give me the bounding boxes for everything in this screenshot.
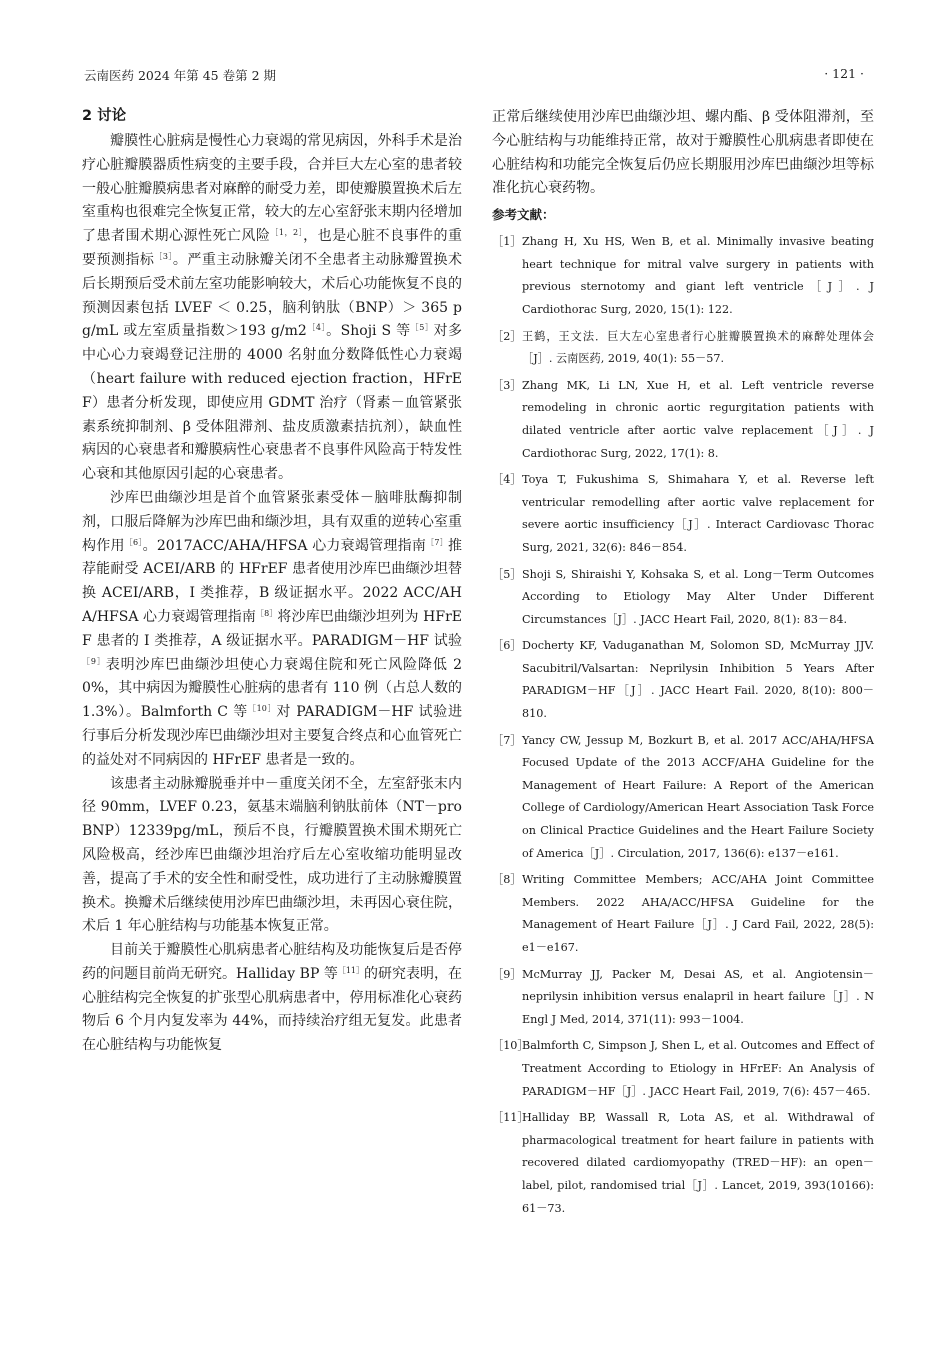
body-paragraph xyxy=(82,487,462,773)
citation-superscript: ［4］ xyxy=(306,323,327,333)
reference-text: Halliday BP, Wassall R, Lota AS, et al. Withdrawal of pharmacological treatment for heart failure in patients with recovered dilated cardiomyopathy (TRED－HF): an open－label, pilot, randomised trial［J］. Lancet, 2019, 393(10166): 61－73. xyxy=(522,1111,874,1215)
page-number: · 121 · xyxy=(824,66,864,81)
reference-text: Writing Committee Members; ACC/AHA Joint Committee Members. 2022 AHA/ACC/HFSA Guideline for the Management of Heart Failure［J］. J Card Fail, 2022, 28(5): e1－e167. xyxy=(522,873,874,954)
reference-text: McMurray JJ, Packer M, Desai AS, et al. Angiotensin－neprilysin inhibition versus enalapril in heart failure［J］. N Engl J Med, 2014, 371(11): 993－1004. xyxy=(522,967,874,1026)
paragraph-text: 。严重主动脉瓣关闭不全患者主动脉瓣置换术后长期预后受术前左室功能影响较大，术后心功能恢复不良的预测因素包括 LVEF ＜ 0.25，脑利钠肽（BNP）＞ 365 pg/mL 或左室质量指数＞193 g/m2 xyxy=(82,251,463,340)
reference-text: 王鹤，王文法．巨大左心室患者行心脏瓣膜置换术的麻醉处理体会［J］. 云南医药, 2019, 40(1): 55－57. xyxy=(522,329,874,366)
references-title: 参考文献： xyxy=(492,207,555,223)
reference-text: Yancy CW, Jessup M, Bozkurt B, et al. 2017 ACC/AHA/HFSA Focused Update of the 2013 ACCF/AHA Guideline for the Management of Heart Failure: A Report of the American College of Cardiology/American Heart Association Task Force on Clinical Practice Guidelines and the Heart Failure Society of America［J］. Circulation, 2017, 136(6): e137－e161. xyxy=(522,733,874,860)
reference-number: ［10］ xyxy=(492,1039,529,1053)
paragraph-text: 。2017ACC/AHA/HFSA 心力衰竭管理指南 xyxy=(142,537,427,554)
reference-text: Toya T, Fukushima S, Shimahara Y, et al. Reverse left ventricular remodelling after aortic valve replacement for severe aortic insufficiency［J］. Interact Cardiovasc Thorac Surg, 2021, 32(6): 846－854. xyxy=(522,473,874,554)
journal-title: 云南医药 2024 年第 45 卷第 2 期 xyxy=(84,68,277,83)
reference-number: ［7］ xyxy=(492,733,522,747)
reference-item xyxy=(492,964,874,1032)
reference-number: ［8］ xyxy=(492,873,522,887)
citation-superscript: ［7］ xyxy=(426,537,449,547)
reference-number: ［3］ xyxy=(492,378,522,392)
citation-superscript: ［8］ xyxy=(255,608,278,618)
citation-superscript: ［10］ xyxy=(247,704,277,714)
body-paragraph xyxy=(82,939,462,1058)
citation-superscript: ［1，2］ xyxy=(270,228,304,238)
reference-item xyxy=(492,1035,874,1103)
paragraph-text: 的研究表明，在心脏结构完全恢复的扩张型心肌病患者中，停用标准化心衰药物后 6 个月内复发率为 44%，而持续治疗组无复发。此患者在心脏结构与功能恢复 xyxy=(82,965,463,1054)
paragraph-text: 对多中心心力衰竭登记注册的 4000 名射血分数降低性心力衰竭（heart failure with reduced ejection fraction，HFrEF）患者分析发现，即使应用 GDMT 治疗（肾素－血管紧张素系统抑制剂、β 受体阻滞剂、盐皮质激素拮抗剂），缺血性病因的心衰患者和瓣膜病性心衰患者不良事件风险高于特发性心衰和其他原因引起的心衰患者。 xyxy=(82,323,462,483)
left-column xyxy=(82,106,462,1058)
reference-number: ［9］ xyxy=(492,967,522,981)
reference-number: ［11］ xyxy=(492,1111,529,1125)
paragraph-text: 该患者主动脉瓣脱垂并中－重度关闭不全，左室舒张末内径 90mm，LVEF 0.23，氨基末端脑利钠肽前体（NT－proBNP）12339pg/mL，预后不良，行瓣膜置换术围术期死亡风险极高，经沙库巴曲缬沙坦治疗后左心室收缩功能明显改善，提高了手术的安全性和耐受性，成功进行了主动脉瓣膜置换术。换瓣术后继续使用沙库巴曲缬沙坦，未再因心衰住院，术后 1 年心脏结构与功能基本恢复正常。 xyxy=(82,775,462,935)
reference-item xyxy=(492,1107,874,1220)
reference-number: ［5］ xyxy=(492,567,522,581)
paragraph-text: 将沙库巴曲缬沙坦列为 HFrEF 患者的 I 类推荐，A 级证据水平。PARADIGM－HF 试验 xyxy=(82,608,462,649)
discussion-body xyxy=(82,130,462,1058)
reference-number: ［1］ xyxy=(492,235,522,249)
continued-paragraph: 正常后继续使用沙库巴曲缬沙坦、螺内酯、β 受体阻滞剂，至今心脏结构与功能维持正常，故对于瓣膜性心肌病患者即使在心脏结构和功能完全恢复后仍应长期服用沙库巴曲缬沙坦等标准化抗心衰药物。 xyxy=(492,109,874,197)
paragraph-text: 。Shoji S 等 xyxy=(326,323,411,340)
reference-item xyxy=(492,375,874,465)
paragraph-text: 推荐能耐受 ACEI/ARB 的 HFrEF 患者使用沙库巴曲缬沙坦替换 ACEI/ARB，I 类推荐，B 级证据水平。2022 ACC/AHA/HFSA 心力衰竭管理指南 xyxy=(82,537,463,625)
citation-superscript: ［5］ xyxy=(410,323,434,333)
reference-item xyxy=(492,326,874,371)
reference-number: ［6］ xyxy=(492,639,522,653)
body-paragraph xyxy=(82,130,462,487)
paragraph-text: 沙库巴曲缬沙坦是首个血管紧张素受体－脑啡肽酶抑制剂，口服后降解为沙库巴曲和缬沙坦，具有双重的逆转心室重构作用 xyxy=(82,489,462,554)
reference-text: Zhang MK, Li LN, Xue H, et al. Left ventricle reverse remodeling in chronic aortic regurgitation patients with dilated ventricle after aortic valve replacement［J］. J Cardiothorac Surg, 2022, 17(1): 8. xyxy=(522,378,874,460)
reference-item xyxy=(492,231,874,321)
reference-number: ［4］ xyxy=(492,473,522,487)
reference-item xyxy=(492,635,874,725)
body-paragraph xyxy=(82,773,462,940)
citation-superscript: ［11］ xyxy=(337,965,365,975)
reference-text: Zhang H, Xu HS, Wen B, et al. Minimally invasive beating heart technique for mitral valve surgery in patients with previous sternotomy and giant left ventricle［J］. J Cardiothorac Surg, 2020, 15(1): 122. xyxy=(522,235,874,316)
paragraph-text: ，也是心脏不良事件的重要预测指标 xyxy=(82,228,463,268)
paragraph-text: 瓣膜性心脏病是慢性心力衰竭的常见病因，外科手术是治疗心脏瓣膜器质性病变的主要手段，合并巨大左心室的患者较一般心脏瓣膜病患者对麻醉的耐受力差，即使瓣膜置换术后左室重构也很难完全恢复正常，较大的左心室舒张末期内径增加了患者围术期心源性死亡风险 xyxy=(82,133,462,245)
reference-number: ［2］ xyxy=(492,329,522,343)
running-header xyxy=(84,66,864,90)
reference-item xyxy=(492,469,874,559)
right-column xyxy=(492,106,874,1224)
reference-text: Docherty KF, Vaduganathan M, Solomon SD, McMurray JJV. Sacubitril/Valsartan: Neprilysin Inhibition 5 Years After PARADIGM－HF［J］. JACC Heart Fail. 2020, 8(10): 800－810. xyxy=(522,639,874,721)
reference-item xyxy=(492,869,874,959)
citation-superscript: ［3］ xyxy=(154,251,173,261)
section-title: 2 讨论 xyxy=(82,108,127,124)
citation-superscript: ［6］ xyxy=(124,537,143,547)
paragraph-text: 表明沙库巴曲缬沙坦使心力衰竭住院和死亡风险降低 20%，其中病因为瓣膜性心脏病的患者有 110 例（占总人数的 1.3%）。Balmforth C 等 xyxy=(82,656,463,721)
paragraph-text: 目前关于瓣膜性心肌病患者心脏结构及功能恢复后是否停药的问题目前尚无研究。Halliday BP 等 xyxy=(82,942,462,982)
reference-item xyxy=(492,564,874,632)
reference-item xyxy=(492,730,874,866)
citation-superscript: ［9］ xyxy=(82,656,106,666)
reference-list xyxy=(492,231,874,1220)
paragraph-text: 对 PARADIGM－HF 试验进行事后分析发现沙库巴曲缬沙坦对主要复合终点和心血管死亡的益处对不同病因的 HFrEF 患者是一致的。 xyxy=(82,704,462,768)
reference-text: Shoji S, Shiraishi Y, Kohsaka S, et al. Long－Term Outcomes According to Etiology May Alter Under Different Circumstances［J］. JACC Heart Fail, 2020, 8(1): 83－84. xyxy=(522,567,874,626)
reference-text: Balmforth C, Simpson J, Shen L, et al. Outcomes and Effect of Treatment According to Etiology in HFrEF: An Analysis of PARADIGM－HF［J］. JACC Heart Fail, 2019, 7(6): 457－465. xyxy=(522,1039,874,1098)
